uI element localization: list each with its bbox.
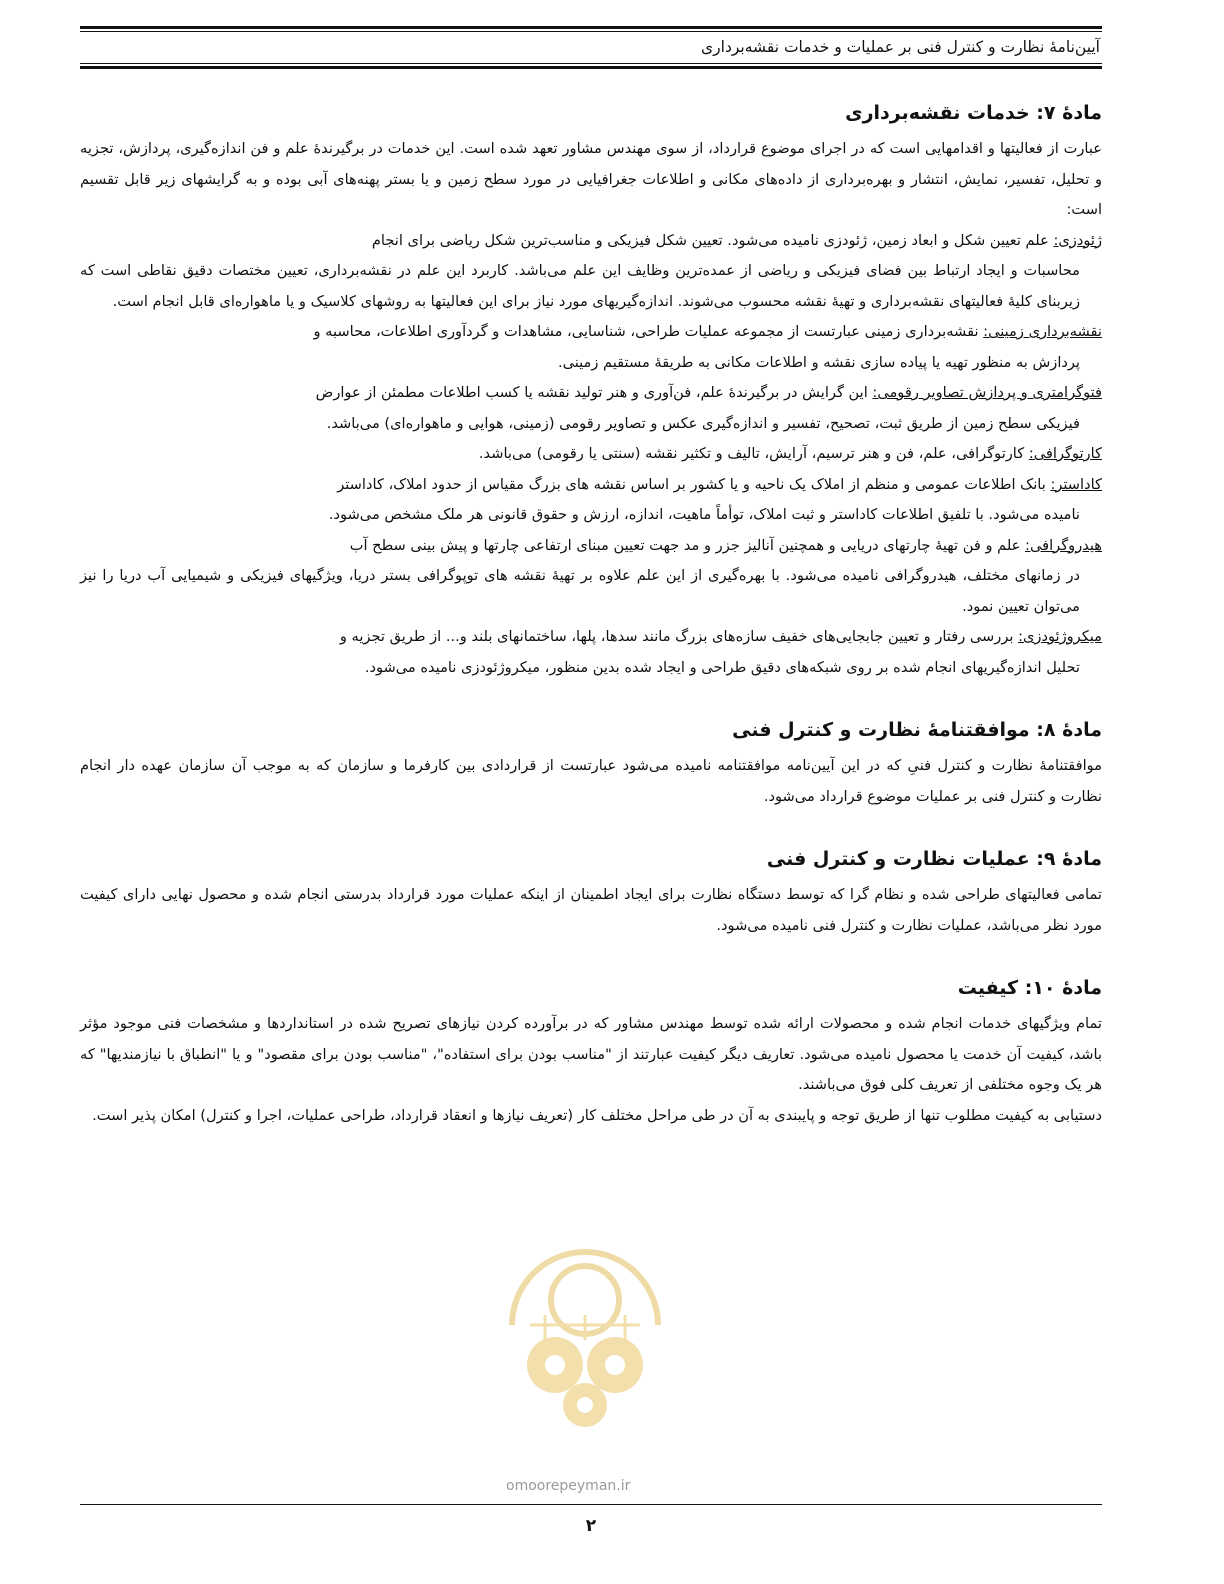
- article-10-title: مادهٔ ۱۰: کیفیت: [957, 977, 1102, 999]
- entry-cartography: [80, 439, 1102, 470]
- entry-hydrography: [80, 531, 1102, 623]
- header-rule-top: [80, 26, 1102, 29]
- entry-cadastre: [80, 470, 1102, 531]
- entry-term: نقشه‌برداری زمینی:: [983, 323, 1102, 340]
- entry-continuation: پردازش به منظور تهیه یا پیاده سازی نقشه و اطلاعات مکانی به طریقهٔ مستقیم زمینی.: [557, 353, 1080, 371]
- entry-term: کارتوگرافی:: [1028, 445, 1102, 462]
- entry-term: میکروژئودزی:: [1018, 628, 1102, 645]
- article-10-para-1: تمام ویژگیهای خدمات انجام شده و محصولات ارائه شده توسط مهندس مشاور که در برآورده کردن نیازهای تصریح شده در استانداردها و مشخصات فنی موجود مؤثر باشد، کیفیت آن خدمت یا محصول نامیده می‌شود. تعاریف دیگر کیفیت عبارتند از "مناسب بودن برای استفاده"، "مناسب بودن برای مقصود" و یا "انطباق با نیازمندیها" که هر یک وجوه مختلفی از تعریف کلی فوق می‌باشند.: [80, 1015, 1102, 1093]
- running-header: آیین‌نامهٔ نظارت و کنترل فنی بر عملیات و خدمات نقشه‌برداری: [701, 38, 1100, 56]
- entry-term: ژئودزی:: [1053, 231, 1102, 249]
- entry-continuation: نامیده می‌شود. با تلفیق اطلاعات کاداستر و ثبت املاک، توأماً ماهیت، اندازه، ارزش و حقوق قانونی هر ملک مشخص می‌شود.: [328, 506, 1080, 523]
- entry-photogrammetry: [80, 378, 1102, 439]
- entry-continuation: محاسبات و ایجاد ارتباط بین فضای فیزیکی و ریاضی از عمده‌ترین وظایف این علم می‌باشد. کاربرد این علم در نقشه‌برداری، تعیین مختصات دقیق نقاطی است که زیربنای کلیهٔ فعالیتهای نقشه‌برداری و تهیهٔ نقشه محسوب می‌شوند. اندازه‌گیریهای مورد نیاز برای این فعالیتها به روشهای کلاسیک و یا ماهواره‌ای قابل انجام است.: [80, 262, 1080, 310]
- entry-term: کاداستر:: [1050, 475, 1102, 493]
- article-7: [80, 96, 1102, 683]
- header-rule-bottom: [80, 66, 1102, 69]
- page-number: ۲: [585, 1516, 597, 1536]
- entry-text: بررسی رفتار و تعیین جابجایی‌های خفیف سازه‌های بزرگ مانند سدها، پلها، ساختمانهای بلند و... از طریق تجزیه و: [339, 628, 1019, 645]
- entry-text: نقشه‌برداری زمینی عبارتست از مجموعه عملیات طراحی، شناسایی، مشاهدات و گردآوری اطلاعات، محاسبه و: [313, 323, 984, 340]
- spacer: [80, 683, 1102, 713]
- watermark-url: omoorepeyman.ir: [506, 1478, 631, 1494]
- watermark-seal-logo: [500, 1205, 670, 1435]
- entry-text: علم و فن تهیهٔ چارتهای دریایی و همچنین آنالیز جزر و مد جهت تعیین مبنای ارتفاعی چارتها و پیش بینی سطح آب: [349, 536, 1026, 554]
- entry-term: هیدروگرافی:: [1025, 536, 1102, 554]
- article-9: [80, 842, 1102, 941]
- article-8-text: موافقتنامهٔ نظارت و کنترل فنیِ که در این آیین‌نامه موافقتنامه نامیده می‌شود عبارتست از قراردادی بین کارفرما و سازمان که به موجب آن سازمان عهده دار انجام نظارت و کنترل فنی بر عملیات موضوع قرارداد می‌شود.: [80, 757, 1102, 805]
- article-7-title: مادهٔ ۷: خدمات نقشه‌برداری: [845, 102, 1102, 124]
- article-8: [80, 713, 1102, 812]
- header-rule-bottom-thin: [80, 63, 1102, 64]
- header-rule-top-thin: [80, 31, 1102, 32]
- entry-ground-surveying: [80, 317, 1102, 378]
- page-content: [80, 96, 1102, 1131]
- entry-microgeodesy: [80, 622, 1102, 683]
- entry-continuation: در زمانهای مختلف، هیدروگرافی نامیده می‌شود. با بهره‌گیری از این علم علاوه بر تهیهٔ نقشه های توپوگرافی بستر دریا، ویژگیهای فیزیکی و شیمیایی آب دریا را نیز می‌توان تعیین نمود.: [80, 567, 1080, 615]
- article-10: [80, 971, 1102, 1131]
- article-7-intro: عبارت از فعالیتها و اقدامهایی است که در اجرای موضوع قرارداد، از سوی مهندس مشاور تعهد شده است. این خدمات در برگیرندهٔ علم و فن اندازه‌گیری، پردازش، تجزیه و تحلیل، تفسیر، نمایش، انتشار و بهره‌برداری از داده‌های مکانی و اطلاعات جغرافیایی در مورد سطح زمین و یا بستر پهنه‌های آبی بوده و به گرایشهای زیر قابل تقسیم است:: [80, 140, 1102, 218]
- entry-text: این گرایش در برگیرندهٔ علم، فن‌آوری و هنر تولید نقشه یا کسب اطلاعات مطمئن از عوارض: [315, 384, 873, 401]
- entry-text: کارتوگرافی، علم، فن و هنر ترسیم، آرایش، تالیف و تکثیر نقشه (سنتی یا رقومی) می‌باشد.: [478, 445, 1029, 462]
- spacer: [80, 941, 1102, 971]
- article-10-para-2: دستیابی به کیفیت مطلوب تنها از طریق توجه و پایبندی به آن در طی مراحل مختلف کار (تعریف نیازها و انعقاد قرارداد، طراحی عملیات، اجرا و کنترل) امکان پذیر است.: [92, 1106, 1102, 1124]
- seal-arc: [512, 1252, 658, 1325]
- article-8-title: مادهٔ ۸: موافقتنامهٔ نظارت و کنترل فنی: [732, 719, 1102, 741]
- spacer: [80, 812, 1102, 842]
- entry-term: فتوگرامتری و پردازش تصاویر رقومی:: [872, 384, 1102, 401]
- entry-continuation: فیزیکی سطح زمین از طریق ثبت، تصحیح، تفسیر و اندازه‌گیری عکس و تصاویر رقومی (زمینی، هوایی و ماهواره‌ای) می‌باشد.: [326, 414, 1080, 432]
- entry-continuation: تحلیل اندازه‌گیریهای انجام شده بر روی شبکه‌های دقیق طراحی و ایجاد شده بدین منظور، میکروژئودزی نامیده می‌شود.: [364, 658, 1080, 676]
- article-9-text: تمامی فعالیتهای طراحی شده و نظام گرا که توسط دستگاه نظارت برای ایجاد اطمینان از اینکه عملیات مورد قرارداد بدرستی انجام شده و محصول نهایی دارای کیفیت مورد نظر می‌باشد، عملیات نظارت و کنترل فنی نامیده می‌شود.: [80, 886, 1102, 934]
- entry-geodesy: [80, 226, 1102, 318]
- entry-text: علم تعیین شکل و ابعاد زمین، ژئودزی نامیده می‌شود. تعیین شکل فیزیکی و مناسب‌ترین شکل ریاضی برای انجام: [371, 231, 1054, 249]
- footer-rule: [80, 1504, 1102, 1505]
- entry-text: بانک اطلاعات عمومی و منظم از املاک یک ناحیه و یا کشور بر اساس نقشه های بزرگ مقیاس از حدود املاک، کاداستر: [337, 475, 1051, 493]
- article-9-title: مادهٔ ۹: عملیات نظارت و کنترل فنی: [766, 848, 1102, 870]
